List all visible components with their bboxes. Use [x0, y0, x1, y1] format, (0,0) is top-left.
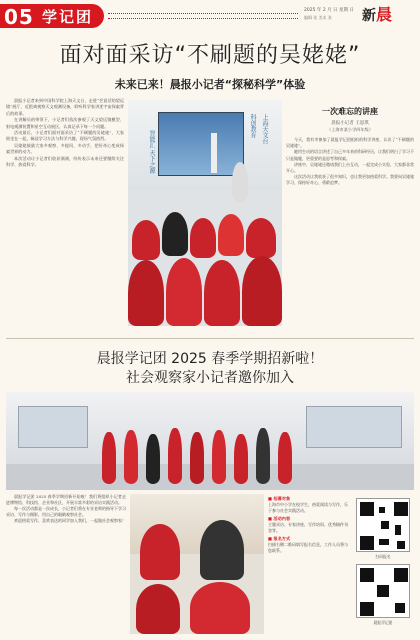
announcement-title: 晨报学记团 2025 春季学期招新啦！: [96, 351, 324, 367]
announcement-subtitle: 社会观察家小记者邀你加入: [126, 370, 294, 386]
logo-red-text: 晨: [376, 5, 393, 24]
sidebar-paragraph: 这次活动让我收获了很多知识，也让我更加热爱科学。我要向吴姥姥学习，保持好奇心，勇敢追梦。: [286, 174, 414, 186]
sidebar-paragraph: 讲座中，吴姥姥还邀请我们上台互动，一起完成小实验，大家都非常开心。: [286, 161, 414, 174]
student-figure: [204, 260, 240, 326]
tower-image: [211, 133, 217, 173]
museum-visit-photo: [6, 392, 414, 490]
qr-module: [379, 507, 385, 513]
projection-screen: [158, 112, 244, 176]
sidebar-article: [286, 100, 414, 334]
header-rule: [108, 13, 298, 19]
lecture-photo: [128, 100, 282, 326]
student-figure: [278, 432, 292, 484]
subheadline: 未来已来！晨报小记者“探秘科学”体验: [114, 78, 306, 91]
qr-code[interactable]: [356, 498, 410, 552]
date-line: 2025 年 2 月 日 星期 日: [304, 8, 354, 13]
recruit-paragraph: 欢迎热爱写作、喜欢表达的同学加入我们，一起做社会观察家！: [14, 518, 126, 524]
recruit-section-text: 主题采访、专家讲座、写作培训、优秀稿件刊登等。: [268, 522, 348, 533]
article-paragraph: 活动最后，小记者们面对面采访了“不刷题的吴姥姥”，大家围坐在一起，畅谈学习方法与科学兴趣，现场气氛热烈。: [6, 130, 124, 142]
qr-finder: [360, 568, 374, 582]
recruit-paragraph: 每一次活动都是一次成长，小记者们将在专业老师的指导下学习采访、写作与摄影，用自己的眼睛观察社会。: [6, 506, 126, 518]
page-number: 05: [4, 5, 34, 29]
editor-line: 编辑 张 美术 张: [304, 15, 332, 20]
student-figure: [128, 260, 164, 326]
display-case: [306, 406, 402, 448]
article-main-body: [6, 98, 124, 334]
qr-finder: [360, 502, 374, 516]
qr-finder: [394, 568, 408, 582]
recruit-section-text: 上海市中小学在校学生，热爱阅读与写作，乐于参与社会实践活动。: [268, 502, 348, 513]
student-figure: [168, 428, 182, 484]
newspaper-logo: [362, 2, 392, 25]
qr-code-area: [352, 494, 414, 634]
speaker-figure: [232, 162, 248, 202]
recruit-section-title: ■ 报名方式: [268, 536, 291, 541]
recruit-article-body: [6, 494, 126, 634]
student-figure: [246, 218, 276, 258]
recruit-info: [268, 494, 348, 634]
qr-module: [381, 521, 389, 529]
qr-finder: [394, 502, 408, 516]
student-figure: [190, 218, 216, 258]
headline: 面对面采访“不刷题的吴姥姥”: [59, 43, 361, 68]
section-divider: [6, 338, 414, 339]
qr-module: [395, 603, 405, 613]
qr-module: [397, 541, 405, 549]
sidebar-paragraph: 今天，我有幸参加了晨报学记团组织的科学讲座，认识了“不刷题的吴姥姥”。: [286, 137, 414, 149]
student-figure: [212, 430, 226, 484]
screen-side-caption-2: 上海天文台: [261, 114, 268, 144]
display-case: [18, 406, 88, 448]
sidebar-school: （上海市某小学四年级）: [326, 127, 374, 132]
section-title: 学记团: [42, 8, 94, 26]
hall-floor: [6, 464, 414, 490]
article-paragraph: 晨报小记者来到中国科学院上海天文台，走进“会说话的望远镜”展厅，近距离观察天文观测设备，聆听科学家讲述宇宙探索背后的故事。: [6, 98, 124, 116]
recruit-section-title: ■ 活动内容: [268, 516, 291, 521]
qr-module: [395, 525, 401, 535]
qr-module: [379, 539, 389, 545]
student-figure: [190, 582, 250, 634]
student-figure: [218, 214, 244, 256]
page-header: [0, 0, 420, 30]
sidebar-paragraph: 她用生动的语言讲述了自己多年来的科研经历，让我们明白了学习不只是做题，更重要的是思考和探索。: [286, 149, 414, 161]
qr-finder: [360, 536, 374, 550]
student-figure: [256, 428, 270, 484]
student-figure: [166, 258, 202, 326]
qr-module: [377, 585, 389, 597]
article-paragraph: 吴姥姥鼓励大家多观察、多提问、多动手，把好奇心变成探索世界的动力。: [6, 142, 124, 155]
student-figure: [234, 434, 248, 484]
qr-code-2[interactable]: [356, 564, 410, 618]
student-figure: [242, 256, 282, 326]
screen-side-caption: 科创教育: [249, 114, 256, 138]
student-figure: [140, 524, 180, 580]
student-figure: [190, 432, 204, 484]
article-paragraph: 本次活动让小记者们收获满满，纷纷表示未来还要继续关注科学、热爱科学。: [6, 155, 124, 168]
student-figure: [162, 212, 188, 256]
student-figure: [200, 520, 244, 580]
student-interview-photo: [130, 494, 264, 634]
student-figure: [124, 430, 138, 484]
student-figure: [146, 434, 160, 484]
student-figure: [132, 220, 160, 260]
recruit-section-text: 扫描右侧二维码填写报名信息，工作人员将与您联系。: [268, 542, 348, 553]
sidebar-title: 一次难忘的讲座: [322, 106, 378, 116]
qr-caption-2: 晨报学记团: [373, 620, 393, 625]
recruit-paragraph: 晨报学记团 2025 春季学期招新开始啦！我们将组织小记者走进博物馆、科技馆、企业和社区，开展丰富多彩的采访实践活动。: [6, 494, 126, 506]
sidebar-author: 晨报小记者 王思琪: [331, 121, 369, 126]
recruit-section-title: ■ 招募对象: [268, 496, 291, 501]
qr-finder: [360, 602, 374, 616]
student-figure: [136, 584, 180, 634]
student-figure: [102, 432, 116, 484]
wall-banner: 智能汇 天下之源: [148, 130, 155, 174]
qr-caption: 扫码报名: [375, 554, 391, 559]
logo-main-text: 新: [362, 8, 376, 24]
article-paragraph: 在讲解员的带领下，小记者们依次参观了天文望远镜模型、射电观测装置和星空互动展区，认真记录下每一个问题。: [6, 117, 124, 129]
